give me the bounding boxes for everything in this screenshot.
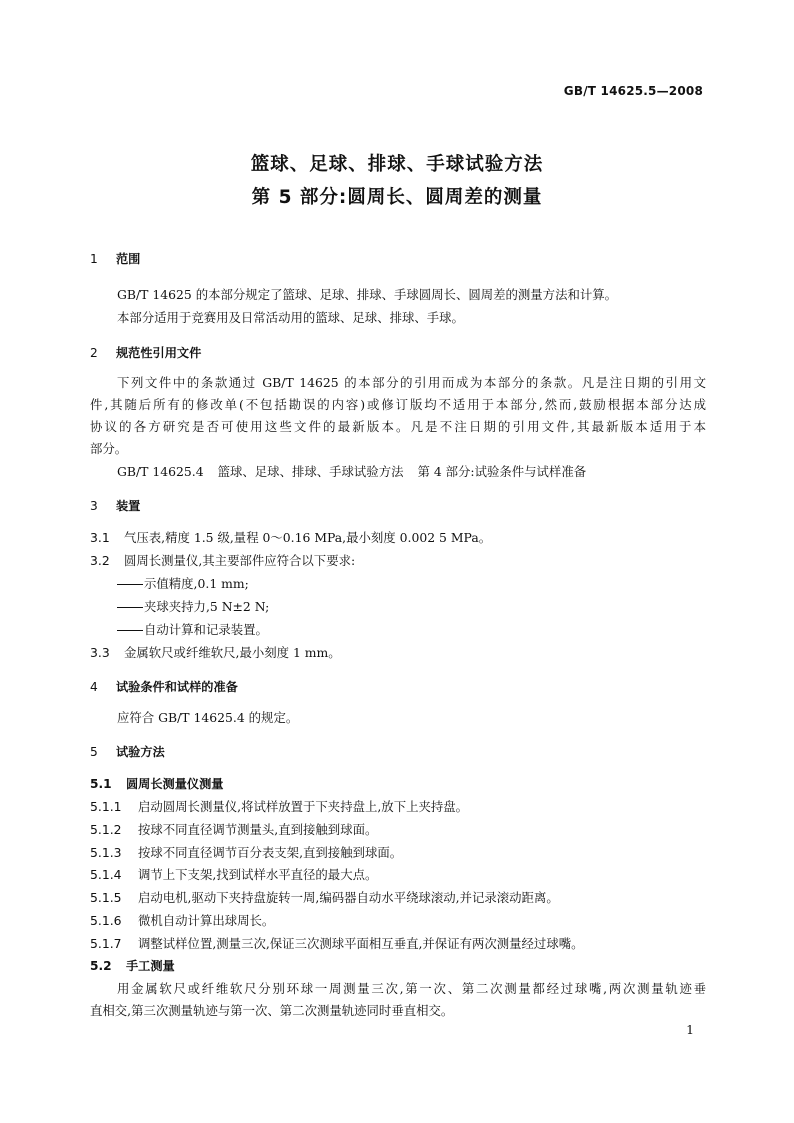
- clause-number: 5.1.4: [90, 867, 122, 882]
- clause-5-1-6: [90, 913, 706, 929]
- subsection-number: 5.2: [90, 959, 112, 973]
- clause-5-1-2: [90, 822, 706, 838]
- subsection-title: 圆周长测量仪测量: [126, 777, 224, 791]
- section-heading-scope: [90, 251, 706, 267]
- clause-number: 5.1.6: [90, 913, 122, 928]
- reference-part: 第 4 部分:试验条件与试样准备: [417, 464, 587, 479]
- clause-text: 按球不同直径调节百分表支架,直到接触到球面。: [138, 845, 403, 860]
- dash-list-item: [117, 576, 733, 592]
- reference-entry: [117, 464, 706, 480]
- clause-text: 微机自动计算出球周长。: [138, 913, 275, 928]
- paragraph-line: 用金属软尺或纤维软尺分别环球一周测量三次,第一次、第二次测量都经过球嘴,两次测量轨迹垂: [117, 981, 706, 996]
- section-heading-test-conditions: [90, 679, 706, 695]
- clause-text: 气压表,精度 1.5 级,量程 0～0.16 MPa,最小刻度 0.002 5 MPa。: [124, 530, 492, 545]
- clause-5-1-3: [90, 845, 706, 861]
- section-number: 5: [90, 745, 98, 759]
- section-title: 规范性引用文件: [116, 346, 202, 360]
- subsection-heading-5-2: [90, 958, 706, 974]
- clause-5-1-4: [90, 867, 706, 883]
- paragraph: 本部分适用于竞赛用及日常活动用的篮球、足球、排球、手球。: [117, 310, 464, 325]
- list-item-text: 自动计算和记录装置。: [144, 622, 268, 637]
- list-item-text: 示值精度,0.1 mm;: [144, 576, 249, 591]
- clause-number: 3.1: [90, 530, 110, 545]
- reference-title: 篮球、足球、排球、手球试验方法: [217, 464, 404, 479]
- paragraph-line: 部分。: [90, 441, 128, 456]
- page-number: 1: [686, 1022, 694, 1037]
- clause-text: 金属软尺或纤维软尺,最小刻度 1 mm。: [124, 645, 341, 660]
- reference-code: GB/T 14625.4: [117, 464, 204, 479]
- clause-number: 5.1.1: [90, 799, 122, 814]
- section-number: 1: [90, 252, 98, 266]
- paragraph: GB/T 14625 的本部分规定了篮球、足球、排球、手球圆周长、圆周差的测量方法和计算。: [117, 287, 618, 302]
- clause-number: 3.2: [90, 553, 110, 568]
- section-title: 装置: [116, 499, 141, 513]
- paragraph: 应符合 GB/T 14625.4 的规定。: [117, 710, 299, 725]
- subsection-title: 手工测量: [126, 959, 175, 973]
- paragraph-line: 件,其随后所有的修改单(不包括勘误的内容)或修订版均不适用于本部分,然而,鼓励根据本部分达成: [90, 397, 706, 412]
- section-title: 范围: [116, 252, 141, 266]
- clause-text: 调整试样位置,测量三次,保证三次测球平面相互垂直,并保证有两次测量经过球嘴。: [138, 936, 584, 951]
- section-heading-apparatus: [90, 498, 706, 514]
- clause-5-1-1: [90, 799, 706, 815]
- list-item-text: 夹球夹持力,5 N±2 N;: [144, 599, 270, 614]
- clause-number: 3.3: [90, 645, 110, 660]
- section-title: 试验条件和试样的准备: [116, 680, 238, 694]
- paragraph-line: 下列文件中的条款通过 GB/T 14625 的本部分的引用而成为本部分的条款。凡是注日期的引用文: [117, 375, 706, 390]
- clause-3-3: [90, 645, 706, 661]
- subsection-number: 5.1: [90, 777, 112, 791]
- section-title: 试验方法: [116, 745, 165, 759]
- clause-text: 启动圆周长测量仪,将试样放置于下夹持盘上,放下上夹持盘。: [138, 799, 469, 814]
- clause-3-1: [90, 530, 706, 546]
- section-number: 3: [90, 499, 98, 513]
- dash-list-item: [117, 599, 733, 615]
- dash-bullet: [117, 607, 143, 609]
- clause-5-1-7: [90, 936, 706, 952]
- clause-text: 圆周长测量仪,其主要部件应符合以下要求:: [124, 553, 356, 568]
- dash-bullet: [117, 584, 143, 586]
- document-title-line1: 篮球、足球、排球、手球试验方法: [250, 154, 544, 175]
- section-heading-test-method: [90, 744, 706, 760]
- dash-bullet: [117, 630, 143, 632]
- document-title-line2: 第 5 部分:圆周长、圆周差的测量: [251, 187, 543, 208]
- clause-number: 5.1.2: [90, 822, 122, 837]
- paragraph-line: 直相交,第三次测量轨迹与第一次、第二次测量轨迹同时垂直相交。: [90, 1003, 454, 1018]
- section-number: 4: [90, 680, 98, 694]
- clause-3-2: [90, 553, 706, 569]
- section-number: 2: [90, 346, 98, 360]
- paragraph-line: 协议的各方研究是否可使用这些文件的最新版本。凡是不注日期的引用文件,其最新版本适用于本: [90, 419, 706, 434]
- clause-5-1-5: [90, 890, 706, 906]
- clause-text: 启动电机,驱动下夹持盘旋转一周,编码器自动水平绕球滚动,并记录滚动距离。: [138, 890, 559, 905]
- clause-number: 5.1.3: [90, 845, 122, 860]
- section-heading-normative-references: [90, 345, 706, 361]
- clause-number: 5.1.5: [90, 890, 122, 905]
- subsection-heading-5-1: [90, 776, 706, 792]
- clause-number: 5.1.7: [90, 936, 122, 951]
- clause-text: 调节上下支架,找到试样水平直径的最大点。: [138, 867, 378, 882]
- dash-list-item: [117, 622, 733, 638]
- standard-code: GB/T 14625.5—2008: [563, 84, 703, 98]
- clause-text: 按球不同直径调节测量头,直到接触到球面。: [138, 822, 378, 837]
